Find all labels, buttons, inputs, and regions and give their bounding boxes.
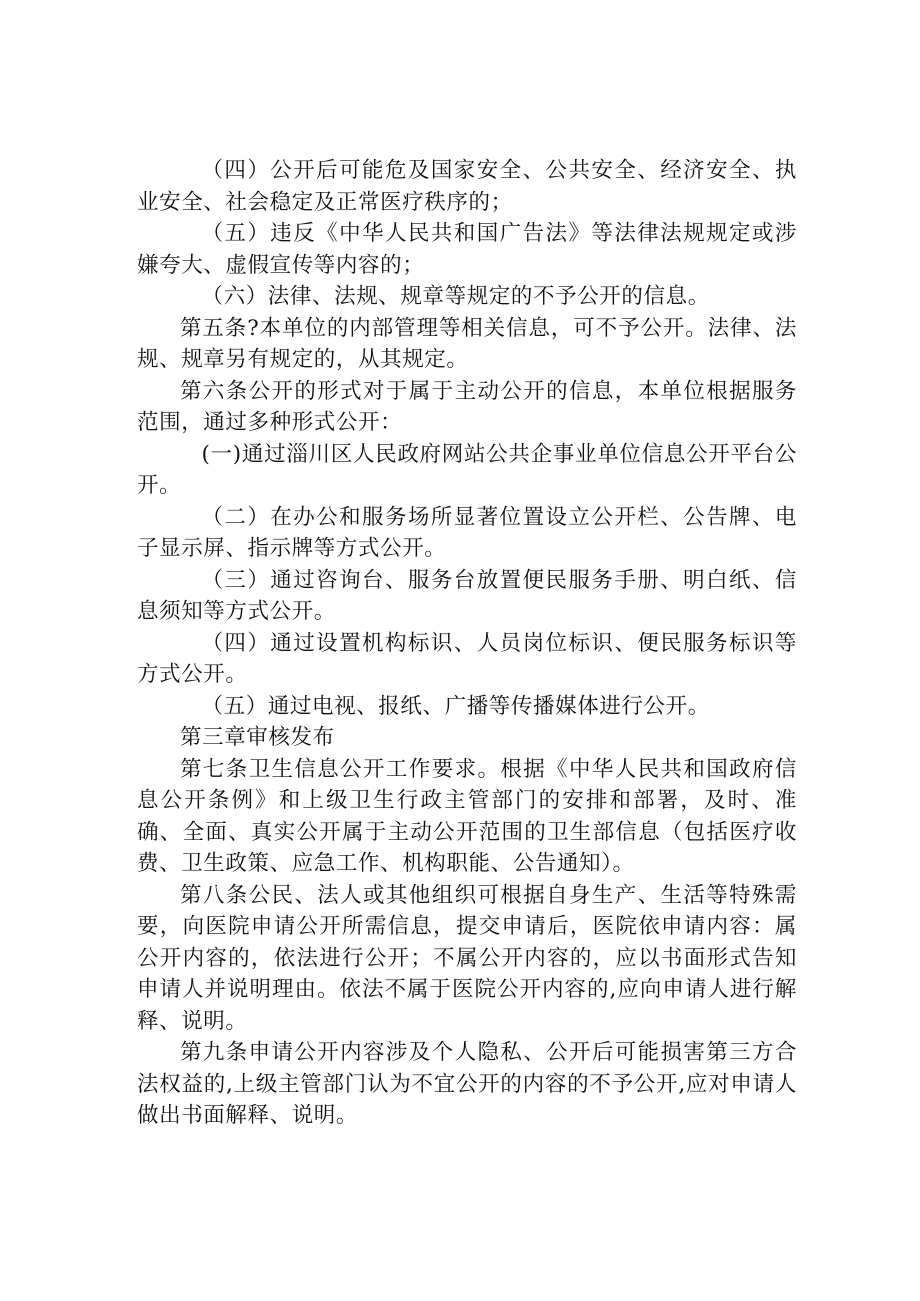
article-6: 第六条公开的形式对于属于主动公开的信息，本单位根据服务范围，通过多种形式公开： [137, 378, 797, 435]
document-body [137, 155, 797, 1132]
article-5: 第五条?本单位的内部管理等相关信息，可不予公开。法律、法规、规章另有规定的，从其规定。 [137, 315, 797, 372]
chapter-3-heading: 第三章审核发布 [180, 725, 335, 750]
article-6-item-2: （二）在办公和服务场所显著位置设立公开栏、公告牌、电子显示屏、指示牌等方式公开。 [137, 504, 797, 561]
paragraph-4: （四）公开后可能危及国家安全、公共安全、经济安全、执业安全、社会稳定及正常医疗秩序的； [137, 158, 797, 215]
article-8: 第八条公民、法人或其他组织可根据自身生产、生活等特殊需要，向医院申请公开所需信息，提交申请后，医院依申请内容：属公开内容的，依法进行公开；不属公开内容的，应以书面形式告知申请人并说明理由。依法不属于医院公开内容的,应向申请人进行解释、说明。 [137, 882, 797, 1034]
article-7: 第七条卫生信息公开工作要求。根据《中华人民共和国政府信息公开条例》和上级卫生行政主管部门的安排和部署，及时、准确、全面、真实公开属于主动公开范围的卫生部信息（包括医疗收费、卫生政策、应急工作、机构职能、公告通知）。 [137, 756, 797, 876]
paragraph-6: （六）法律、法规、规章等规定的不予公开的信息。 [201, 284, 710, 309]
paragraph-5: （五）违反《中华人民共和国广告法》等法律法规规定或涉嫌夸大、虚假宣传等内容的； [137, 221, 797, 278]
article-6-item-4: （四）通过设置机构标识、人员岗位标识、便民服务标识等方式公开。 [137, 630, 797, 687]
article-6-item-3: （三）通过咨询台、服务台放置便民服务手册、明白纸、信息须知等方式公开。 [137, 567, 797, 624]
article-9: 第九条申请公开内容涉及个人隐私、公开后可能损害第三方合法权益的,上级主管部门认为不宜公开的内容的不予公开,应对申请人做出书面解释、说明。 [137, 1040, 797, 1128]
article-6-item-5: （五）通过电视、报纸、广播等传播媒体进行公开。 [201, 693, 710, 719]
article-6-item-1: (一)通过淄川区人民政府网站公共企事业单位信息公开平台公开。 [137, 441, 797, 498]
